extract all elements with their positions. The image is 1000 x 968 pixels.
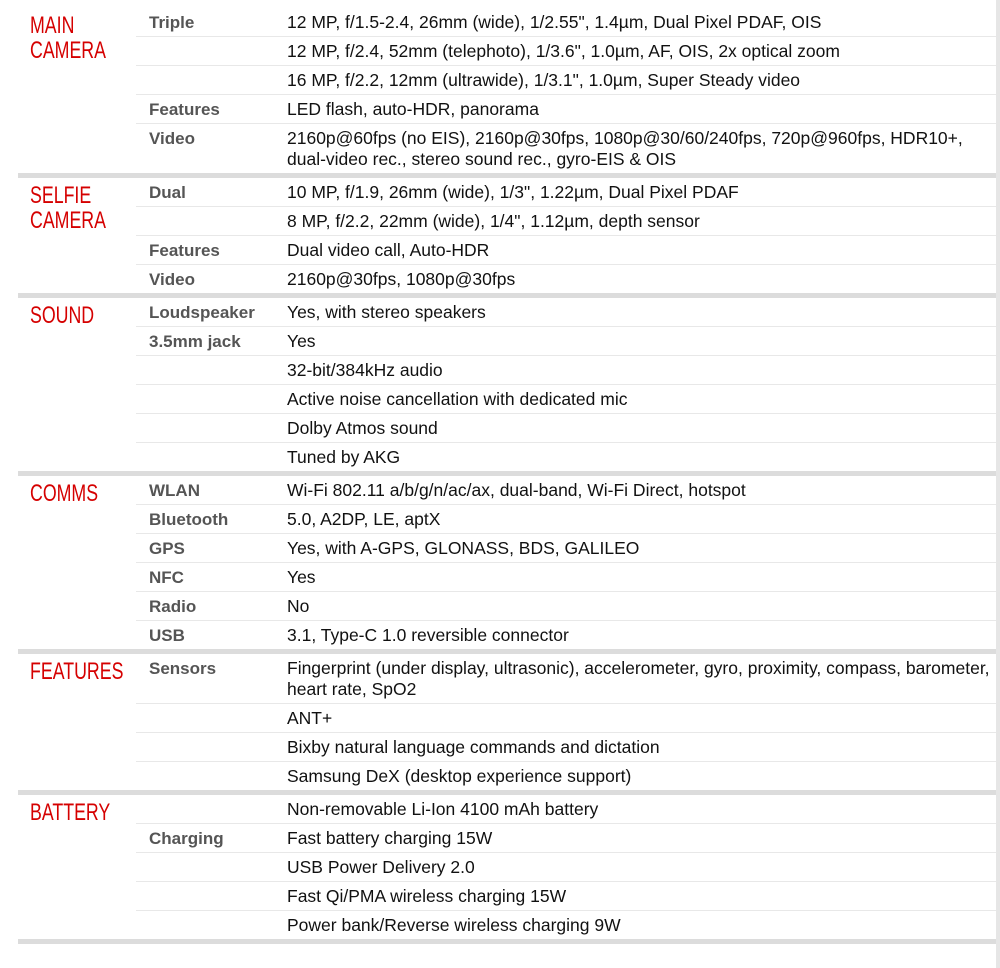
spec-row xyxy=(136,298,1000,327)
spec-value: USB Power Delivery 2.0 xyxy=(287,857,475,877)
spec-label: Features xyxy=(149,241,220,260)
spec-row xyxy=(136,356,1000,385)
section-battery xyxy=(18,795,1000,944)
spec-label: Sensors xyxy=(149,659,217,678)
spec-value: 3.1, Type-C 1.0 reversible connector xyxy=(287,625,569,645)
spec-row xyxy=(136,8,1000,37)
spec-row xyxy=(136,654,1000,704)
spec-value: Fingerprint (under display, ultrasonic), accelerometer, gyro, proximity, compass, barometer, heart rate, SpO2 xyxy=(287,658,990,699)
spec-label: Video xyxy=(149,129,195,148)
spec-value: 2160p@30fps, 1080p@30fps xyxy=(287,269,516,289)
spec-value: Power bank/Reverse wireless charging 9W xyxy=(287,915,621,935)
spec-row xyxy=(136,563,1000,592)
spec-row xyxy=(136,124,1000,173)
spec-value: Yes, with stereo speakers xyxy=(287,302,486,322)
spec-value: 10 MP, f/1.9, 26mm (wide), 1/3", 1.22µm, Dual Pixel PDAF xyxy=(287,182,739,202)
spec-value: LED flash, auto-HDR, panorama xyxy=(287,99,539,119)
spec-row xyxy=(136,621,1000,649)
spec-value: ANT+ xyxy=(287,708,333,728)
spec-label: Charging xyxy=(149,829,224,848)
spec-value: 8 MP, f/2.2, 22mm (wide), 1/4", 1.12µm, depth sensor xyxy=(287,211,700,231)
spec-label: Triple xyxy=(149,13,195,32)
spec-row xyxy=(136,414,1000,443)
spec-value: Non-removable Li-Ion 4100 mAh battery xyxy=(287,799,599,819)
spec-table xyxy=(18,8,1000,944)
section-comms xyxy=(18,476,1000,654)
spec-label xyxy=(136,733,287,761)
spec-label xyxy=(136,207,287,235)
spec-row xyxy=(136,853,1000,882)
spec-label: WLAN xyxy=(149,481,200,500)
spec-value: Samsung DeX (desktop experience support) xyxy=(287,766,632,786)
spec-value: 12 MP, f/1.5-2.4, 26mm (wide), 1/2.55", 1.4µm, Dual Pixel PDAF, OIS xyxy=(287,12,822,32)
spec-row xyxy=(136,265,1000,293)
spec-label: Video xyxy=(149,270,195,289)
spec-label xyxy=(136,66,287,94)
spec-value: Yes xyxy=(287,331,316,351)
spec-label: Loudspeaker xyxy=(149,303,255,322)
spec-label xyxy=(136,37,287,65)
spec-row xyxy=(136,66,1000,95)
spec-row xyxy=(136,443,1000,471)
spec-value: 16 MP, f/2.2, 12mm (ultrawide), 1/3.1", 1.0µm, Super Steady video xyxy=(287,70,801,90)
spec-label: Dual xyxy=(149,183,186,202)
spec-row xyxy=(136,236,1000,265)
spec-label xyxy=(136,762,287,790)
spec-row xyxy=(136,592,1000,621)
section-title: BATTERY xyxy=(30,799,111,826)
section-sound xyxy=(18,298,1000,476)
spec-row xyxy=(136,882,1000,911)
spec-value: Dual video call, Auto-HDR xyxy=(287,240,490,260)
spec-label xyxy=(136,443,287,471)
spec-label: NFC xyxy=(149,568,184,587)
spec-row xyxy=(136,207,1000,236)
section-title: FEATURES xyxy=(30,658,124,685)
spec-label xyxy=(136,882,287,910)
spec-value: Wi-Fi 802.11 a/b/g/n/ac/ax, dual-band, Wi-Fi Direct, hotspot xyxy=(287,480,746,500)
spec-value: 5.0, A2DP, LE, aptX xyxy=(287,509,441,529)
spec-label xyxy=(136,795,287,823)
spec-row xyxy=(136,762,1000,790)
spec-row xyxy=(136,327,1000,356)
section-main-camera xyxy=(18,8,1000,178)
spec-value: Tuned by AKG xyxy=(287,447,401,467)
spec-label: Radio xyxy=(149,597,197,616)
spec-row xyxy=(136,733,1000,762)
spec-label xyxy=(136,385,287,413)
spec-label: Bluetooth xyxy=(149,510,229,529)
spec-label: 3.5mm jack xyxy=(149,332,241,351)
spec-value: Active noise cancellation with dedicated mic xyxy=(287,389,628,409)
spec-row xyxy=(136,505,1000,534)
spec-value: Fast Qi/PMA wireless charging 15W xyxy=(287,886,567,906)
spec-label: USB xyxy=(149,626,185,645)
section-title: COMMS xyxy=(30,480,99,507)
spec-row xyxy=(136,385,1000,414)
spec-value: 2160p@60fps (no EIS), 2160p@30fps, 1080p@30/60/240fps, 720p@960fps, HDR10+, dual-video rec., stereo sound rec., gyro-EIS & OIS xyxy=(287,128,963,169)
spec-row xyxy=(136,704,1000,733)
spec-value: Dolby Atmos sound xyxy=(287,418,438,438)
spec-row xyxy=(136,795,1000,824)
spec-row xyxy=(136,911,1000,939)
spec-row xyxy=(136,37,1000,66)
spec-label xyxy=(136,704,287,732)
spec-value: 32-bit/384kHz audio xyxy=(287,360,443,380)
section-title: MAIN CAMERA xyxy=(30,12,106,64)
spec-row xyxy=(136,534,1000,563)
spec-row xyxy=(136,178,1000,207)
section-selfie-camera xyxy=(18,178,1000,298)
spec-label xyxy=(136,911,287,939)
spec-label xyxy=(136,414,287,442)
section-title: SOUND xyxy=(30,302,95,329)
spec-value: 12 MP, f/2.4, 52mm (telephoto), 1/3.6", 1.0µm, AF, OIS, 2x optical zoom xyxy=(287,41,840,61)
section-features xyxy=(18,654,1000,795)
spec-value: Bixby natural language commands and dictation xyxy=(287,737,660,757)
spec-label xyxy=(136,356,287,384)
section-title: SELFIE CAMERA xyxy=(30,182,106,234)
spec-label xyxy=(136,853,287,881)
page-right-border xyxy=(996,0,1000,968)
spec-label: GPS xyxy=(149,539,185,558)
spec-row xyxy=(136,476,1000,505)
spec-value: Yes xyxy=(287,567,316,587)
spec-value: Fast battery charging 15W xyxy=(287,828,493,848)
spec-value: No xyxy=(287,596,310,616)
spec-row xyxy=(136,95,1000,124)
spec-row xyxy=(136,824,1000,853)
spec-value: Yes, with A-GPS, GLONASS, BDS, GALILEO xyxy=(287,538,640,558)
spec-label: Features xyxy=(149,100,220,119)
